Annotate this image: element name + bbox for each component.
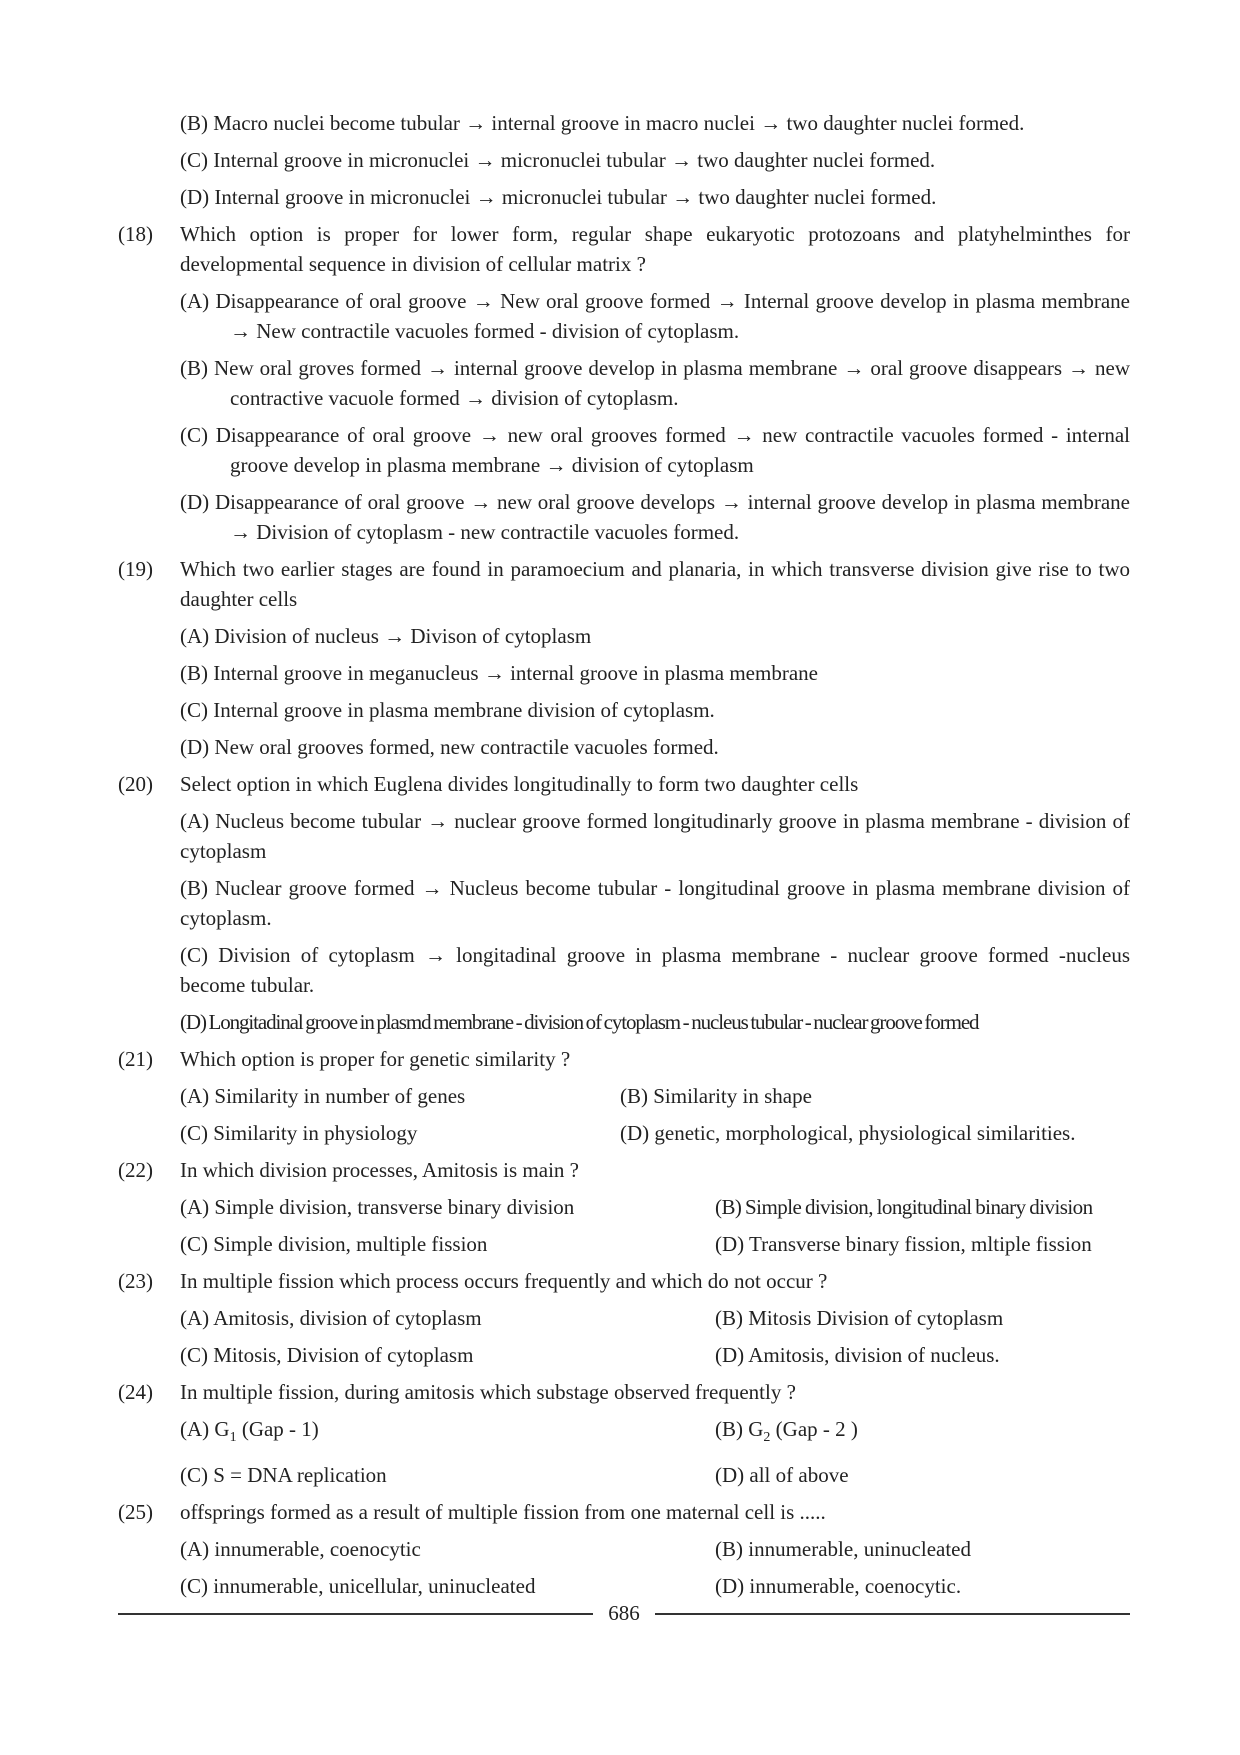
q22-options-row-2 bbox=[180, 1229, 1130, 1259]
option-suffix: (Gap - 2 ) bbox=[770, 1417, 858, 1441]
q24-option-d: (D) all of above bbox=[715, 1463, 849, 1488]
question-text: In which division processes, Amitosis is main ? bbox=[180, 1158, 579, 1182]
question-number: (23) bbox=[118, 1269, 153, 1293]
q19-option-a: (A) Division of nucleus → Divison of cytoplasm bbox=[180, 624, 592, 648]
q18-option-c: (C) Disappearance of oral groove → new oral grooves formed → new contractile vacuoles formed - internal groove develop in plasma membrane → division of cytoplasm bbox=[180, 423, 1130, 477]
page-number: 686 bbox=[608, 1601, 640, 1625]
question-text: In multiple fission, during amitosis which substage observed frequently ? bbox=[180, 1380, 796, 1404]
question-19 bbox=[118, 554, 1130, 614]
option-prefix: (B) G bbox=[715, 1417, 764, 1441]
question-text: Which option is proper for lower form, regular shape eukaryotic protozoans and platyhelminthes for developmental sequence in division of cellular matrix ? bbox=[180, 222, 1130, 276]
q17-option-c: (C) Internal groove in micronuclei → micronuclei tubular → two daughter nuclei formed. bbox=[180, 148, 936, 172]
q20-option-d: (D) Longitadinal groove in plasmd membrane - division of cytoplasm - nucleus tubular - nuclear groove formed bbox=[180, 1010, 979, 1034]
question-text: Which option is proper for genetic similarity ? bbox=[180, 1047, 571, 1071]
option-subscript: 1 bbox=[229, 1430, 237, 1446]
q20-option-b: (B) Nuclear groove formed → Nucleus become tubular - longitudinal groove in plasma membrane division of cytoplasm. bbox=[180, 876, 1130, 930]
question-number: (19) bbox=[118, 557, 153, 581]
footer-rule-left bbox=[118, 1613, 593, 1615]
q21-option-c: (C) Similarity in physiology bbox=[180, 1121, 418, 1145]
q25-options-row-2 bbox=[180, 1571, 1130, 1601]
q20-option-a: (A) Nucleus become tubular → nuclear groove formed longitudinarly groove in plasma membrane - division of cytoplasm bbox=[180, 809, 1130, 863]
question-23 bbox=[118, 1266, 1130, 1296]
q24-option-b bbox=[715, 1414, 858, 1453]
question-number: (18) bbox=[118, 222, 153, 246]
page-footer bbox=[118, 1598, 1130, 1628]
q19-option-b: (B) Internal groove in meganucleus → internal groove in plasma membrane bbox=[180, 661, 818, 685]
q22-option-b: (B) Simple division, longitudinal binary division bbox=[715, 1195, 1093, 1219]
q22-options-row-1 bbox=[180, 1192, 1130, 1222]
q23-option-a: (A) Amitosis, division of cytoplasm bbox=[180, 1306, 482, 1330]
question-text: offsprings formed as a result of multiple fission from one maternal cell is ..... bbox=[180, 1500, 826, 1525]
q23-option-c: (C) Mitosis, Division of cytoplasm bbox=[180, 1343, 474, 1367]
question-20 bbox=[118, 769, 1130, 799]
q19-option-c: (C) Internal groove in plasma membrane division of cytoplasm. bbox=[180, 698, 715, 722]
q17-option-b: (B) Macro nuclei become tubular → internal groove in macro nuclei → two daughter nuclei formed. bbox=[180, 111, 1025, 135]
question-text: Select option in which Euglena divides longitudinally to form two daughter cells bbox=[180, 772, 859, 796]
q24-option-a bbox=[180, 1414, 715, 1453]
q18-option-d: (D) Disappearance of oral groove → new oral groove develops → internal groove develop in plasma membrane → Division of cytoplasm - new contractile vacuoles formed. bbox=[180, 490, 1130, 544]
question-text: Which two earlier stages are found in paramoecium and planaria, in which transverse division give rise to two daughter cells bbox=[180, 557, 1130, 611]
q21-options-row-1 bbox=[180, 1081, 1130, 1111]
q23-option-b: (B) Mitosis Division of cytoplasm bbox=[715, 1306, 1004, 1330]
option-subscript: 2 bbox=[763, 1430, 771, 1446]
q25-option-d: (D) innumerable, coenocytic. bbox=[715, 1574, 962, 1599]
q24-options-row-1 bbox=[180, 1414, 1130, 1453]
q18-option-a: (A) Disappearance of oral groove → New oral groove formed → Internal groove develop in plasma membrane → New contractile vacuoles formed - division of cytoplasm. bbox=[180, 289, 1130, 343]
q25-options-row-1 bbox=[180, 1534, 1130, 1564]
question-24 bbox=[118, 1377, 1130, 1407]
question-content bbox=[118, 108, 1130, 1608]
q21-option-a: (A) Similarity in number of genes bbox=[180, 1084, 466, 1108]
question-number: (20) bbox=[118, 772, 153, 796]
q20-option-c: (C) Division of cytoplasm → longitadinal groove in plasma membrane - nuclear groove formed -nucleus become tubular. bbox=[180, 943, 1130, 997]
q24-option-c: (C) S = DNA replication bbox=[180, 1463, 387, 1488]
question-25 bbox=[118, 1497, 1130, 1527]
question-text: In multiple fission which process occurs frequently and which do not occur ? bbox=[180, 1269, 828, 1293]
q19-option-d: (D) New oral grooves formed, new contractile vacuoles formed. bbox=[180, 735, 719, 759]
q21-options-row-2 bbox=[180, 1118, 1130, 1148]
option-prefix: (A) G bbox=[180, 1417, 230, 1441]
question-number: (22) bbox=[118, 1158, 153, 1182]
q23-options-row-1 bbox=[180, 1303, 1130, 1333]
q17-option-d: (D) Internal groove in micronuclei → micronuclei tubular → two daughter nuclei formed. bbox=[180, 185, 937, 209]
q22-option-c: (C) Simple division, multiple fission bbox=[180, 1232, 488, 1256]
question-number: (24) bbox=[118, 1380, 153, 1404]
q23-option-d: (D) Amitosis, division of nucleus. bbox=[715, 1343, 1000, 1367]
q24-options-row-2 bbox=[180, 1460, 1130, 1490]
q21-option-b: (B) Similarity in shape bbox=[620, 1084, 812, 1108]
q22-option-a: (A) Simple division, transverse binary division bbox=[180, 1195, 575, 1219]
question-number: (21) bbox=[118, 1047, 153, 1071]
q25-option-b: (B) innumerable, uninucleated bbox=[715, 1537, 971, 1562]
q25-option-a: (A) innumerable, coenocytic bbox=[180, 1537, 421, 1562]
question-number: (25) bbox=[118, 1500, 153, 1525]
question-21 bbox=[118, 1044, 1130, 1074]
q18-option-b: (B) New oral groves formed → internal groove develop in plasma membrane → oral groove disappears → new contractive vacuole formed → division of cytoplasm. bbox=[180, 356, 1130, 410]
question-18 bbox=[118, 219, 1130, 279]
q21-option-d: (D) genetic, morphological, physiological similarities. bbox=[620, 1121, 1076, 1145]
q23-options-row-2 bbox=[180, 1340, 1130, 1370]
footer-rule-right bbox=[655, 1613, 1130, 1615]
q22-option-d: (D) Transverse binary fission, mltiple fission bbox=[715, 1232, 1092, 1256]
question-22 bbox=[118, 1155, 1130, 1185]
option-suffix: (Gap - 1) bbox=[236, 1417, 319, 1441]
q25-option-c: (C) innumerable, unicellular, uninucleated bbox=[180, 1574, 536, 1599]
